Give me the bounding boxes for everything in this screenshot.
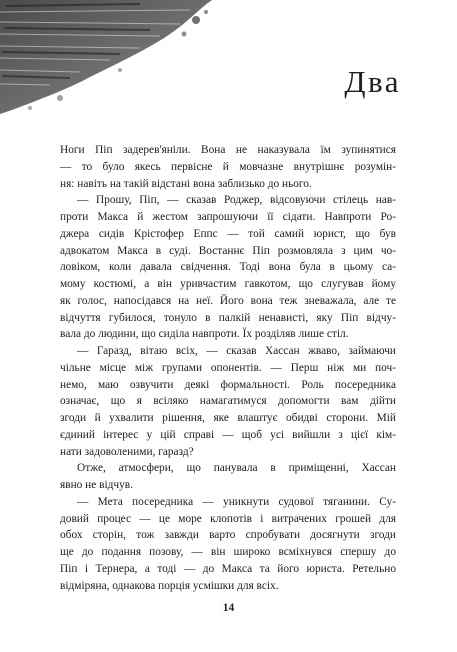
text-line: мому костюмі, а він уривчастим гавкотом, що слугував йому <box>60 278 396 290</box>
text-line: обох сторін, тож завжди варто спробувати досягнути згоди <box>60 529 396 542</box>
paragraph <box>60 343 396 460</box>
paragraph <box>60 460 396 494</box>
text-line: довий процес — це море клопотів і витрачених грошей для <box>60 512 396 525</box>
text-line: — Мета посередника — уникнути судової тяганини. Су- <box>77 495 396 508</box>
page-number: 14 <box>222 602 235 614</box>
text-line: означає, що я всіляко намагатимуся допомогти вам дійти <box>60 395 396 408</box>
text-line: проти Макса й жестом запрошуючи її сідати. Навпроти Ро- <box>60 211 396 223</box>
text-line: як голос, напосідався на неї. Його вона теж зневажала, але те <box>60 294 396 307</box>
text-line: єдиний інтерес у цій справі — щоб усі вийшли з цієї кім- <box>60 428 396 441</box>
text-line: — Гаразд, вітаю всіх, — сказав Хассан жваво, займаючи <box>77 345 396 357</box>
text-line: нати задоволеними, гаразд? <box>60 445 194 458</box>
text-line: Отже, атмосфери, що панувала в приміщенні, Хассан <box>77 462 396 475</box>
text-line: ловіком, коли давала свідчення. Тоді вона була в цьому са- <box>60 261 396 274</box>
text-line: ще до подання позову, — він широко всміхнувся спершу до <box>60 546 396 558</box>
text-line: — Прошу, Піп, — сказав Роджер, відсовуючи стілець нав- <box>77 194 396 207</box>
text-line: адвокатом Макса в суді. Востаннє Піп розмовляла з цим чо- <box>60 244 396 257</box>
text-line: чільне місце між групами опонентів. — Перш ніж ми поч- <box>60 361 396 374</box>
text-line: Ноги Піп задерев'яніли. Вона не наказувала їм зупинятися <box>60 144 396 156</box>
ink-stain-decoration <box>0 0 230 120</box>
text-line: явно не відчув. <box>60 479 133 491</box>
text-line: Піп і Тернера, а тоді — до Макса та його юриста. Ретельно <box>60 562 396 575</box>
paragraph <box>60 142 396 192</box>
text-line: згоди й ухвалити рішення, яке влаштує обидві сторони. Мій <box>60 412 396 424</box>
text-line: відчуття губилося, тонуло в палкій ненависті, яку Піп відчу- <box>60 311 396 324</box>
body-text <box>60 142 396 594</box>
text-line: ня: навіть на такій відстані вона заблизько до нього. <box>60 177 312 190</box>
text-line: — то було якесь первісне й мовчазне внутрішнє розумін- <box>60 160 396 173</box>
chapter-title: Два <box>344 64 401 99</box>
text-line: немо, маю озвучити деякі формальності. Роль посередника <box>60 378 396 391</box>
paragraph <box>60 494 396 595</box>
text-line: відміряна, однакова порція усмішки для всіх. <box>60 579 279 592</box>
text-line: джера сидів Крістофер Еппс — той самий юрист, що був <box>60 227 396 240</box>
text-line: вала до людини, що сиділа навпроти. Їх розділяв лише стіл. <box>60 328 349 341</box>
paragraph <box>60 192 396 343</box>
